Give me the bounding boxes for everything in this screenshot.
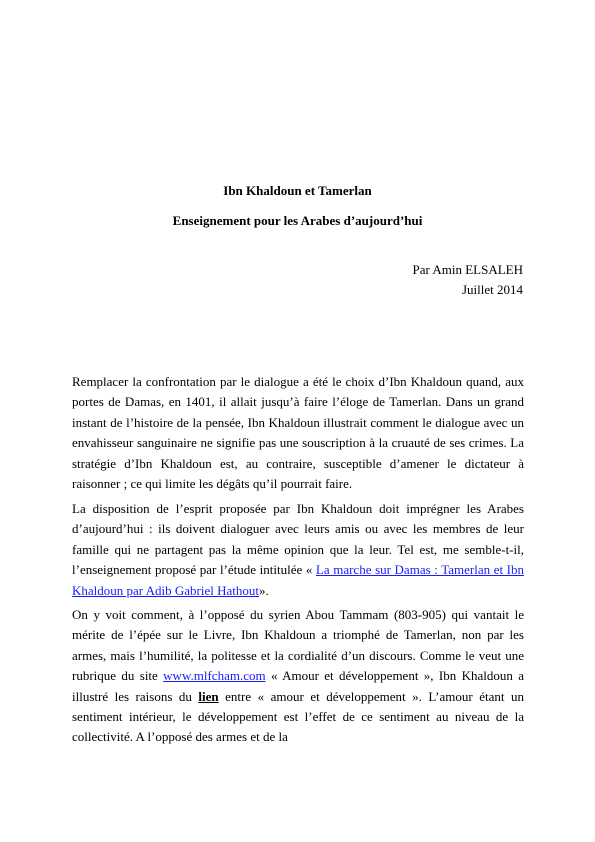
paragraph-3-text-3: entre « amour et développement ». L’amour étant un sentiment intérieur, le développement est l’effet de ce sentiment au niveau de la collectivité. A l’opposé des armes et de la <box>72 688 524 745</box>
paragraph-2 <box>72 499 524 601</box>
document-title: Ibn Khaldoun et Tamerlan <box>223 183 372 198</box>
author-line: Par Amin ELSALEH <box>412 262 523 277</box>
paragraph-3-text-1: On y voit comment, à l’opposé du syrien Abou Tammam (803-905) qui vantait le mérite de l’épée sur le Livre, Ibn Khaldoun a triomphé de Tamerlan, non par les armes, mais l’humilité, la politesse et la cordialité d’un discours. Comme le veut une rubrique du site <box>72 607 524 684</box>
lien-emphasis: lien <box>198 688 219 704</box>
study-link[interactable]: La marche sur Damas : Tamerlan et Ibn Khaldoun par Adib Gabriel Hathout <box>72 562 524 598</box>
paragraph-1: Remplacer la confrontation par le dialogue a été le choix d’Ibn Khaldoun quand, aux portes de Damas, en 1401, il allait jusqu’à faire l’éloge de Tamerlan. Dans un grand instant de l’histoire de la pensée, Ibn Khaldoun illustrait comment le dialogue avec un envahisseur sanguinaire ne signifie pas une souscription à la cruauté de ses crimes. La stratégie d’Ibn Khaldoun est, au contraire, susceptible d’amener le dictateur à raisonner ; ce qui limite les dégâts qu’il pourrait faire. <box>72 374 524 492</box>
paragraph-3-text-2: « Amour et développement », Ibn Khaldoun a illustré les raisons du <box>72 668 524 704</box>
site-link[interactable]: www.mlfcham.com <box>163 668 266 684</box>
paragraph-2-text-before: La disposition de l’esprit proposée par Ibn Khaldoun doit imprégner les Arabes d’aujourd’hui : ils doivent dialoguer avec leurs amis ou avec les membres de leur famille qui ne partagent pas la même opinion que la leur. Tel est, me semble-t-il, l’enseignement proposé par l’étude intitulée « <box>72 501 524 578</box>
paragraph-2-text-after: ». <box>259 582 269 598</box>
paragraph-3 <box>72 605 524 748</box>
document-subtitle: Enseignement pour les Arabes d’aujourd’hui <box>172 213 423 228</box>
date-line: Juillet 2014 <box>461 282 523 297</box>
